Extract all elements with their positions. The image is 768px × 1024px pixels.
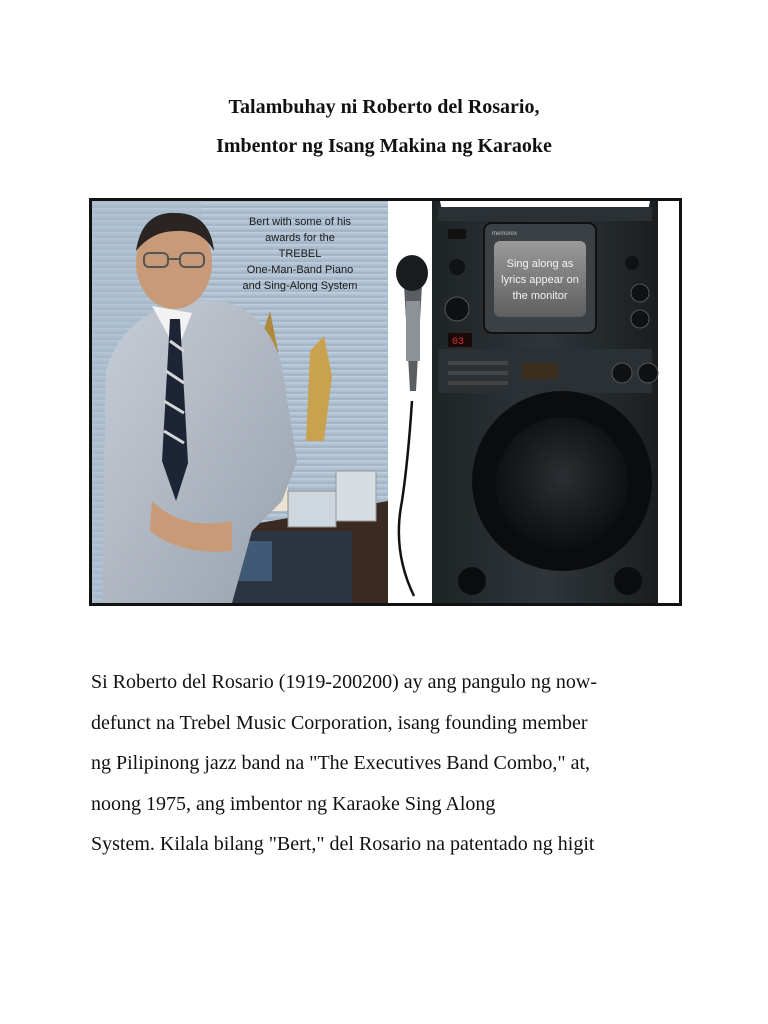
document-title-line-2: Imbentor ng Isang Makina ng Karaoke xyxy=(216,135,552,157)
left-foot-speaker-icon xyxy=(458,567,486,595)
screen-text-line-3: the monitor xyxy=(512,290,568,302)
display-readout: 03 xyxy=(452,337,465,348)
screen-text-line-2: lyrics appear on xyxy=(501,274,579,286)
left-photo xyxy=(92,201,388,603)
echo-knob-icon xyxy=(631,284,649,302)
cd-display xyxy=(522,363,558,379)
screen-text-line-1: Sing along as xyxy=(506,258,574,270)
figure-photo-composite xyxy=(89,198,682,606)
caption-line-4: One-Man-Band Piano xyxy=(246,264,354,276)
body-paragraph xyxy=(91,662,691,865)
speaker-icon xyxy=(496,417,628,549)
document-title-line-1: Talambuhay ni Roberto del Rosario, xyxy=(228,96,540,118)
body-line-4: noong 1975, ang imbentor ng Karaoke Sing Along xyxy=(91,792,496,815)
right-foot-speaker-icon xyxy=(614,567,642,595)
left-knob-icon xyxy=(449,259,465,275)
caption-line-5: and Sing-Along System xyxy=(242,280,358,292)
body-line-2: defunct na Trebel Music Corporation, isang founding member xyxy=(91,711,588,734)
body-line-5: System. Kilala bilang "Bert," del Rosario na patentado ng higit xyxy=(91,833,595,855)
caption-line-1: Bert with some of his xyxy=(248,216,352,228)
body-line-3: ng Pilipinong jazz band na "The Executives Band Combo," at, xyxy=(91,752,591,774)
body-line-1: Si Roberto del Rosario (1919-200200) ay ang pangulo ng now- xyxy=(91,671,598,693)
caption-line-2: awards for the xyxy=(265,232,335,244)
caption-line-3: TREBEL xyxy=(278,248,322,260)
right-photo xyxy=(388,201,679,603)
volume-knob-icon xyxy=(445,297,469,321)
tone-knob-icon xyxy=(631,310,649,328)
brand-label: memorex xyxy=(492,231,518,237)
